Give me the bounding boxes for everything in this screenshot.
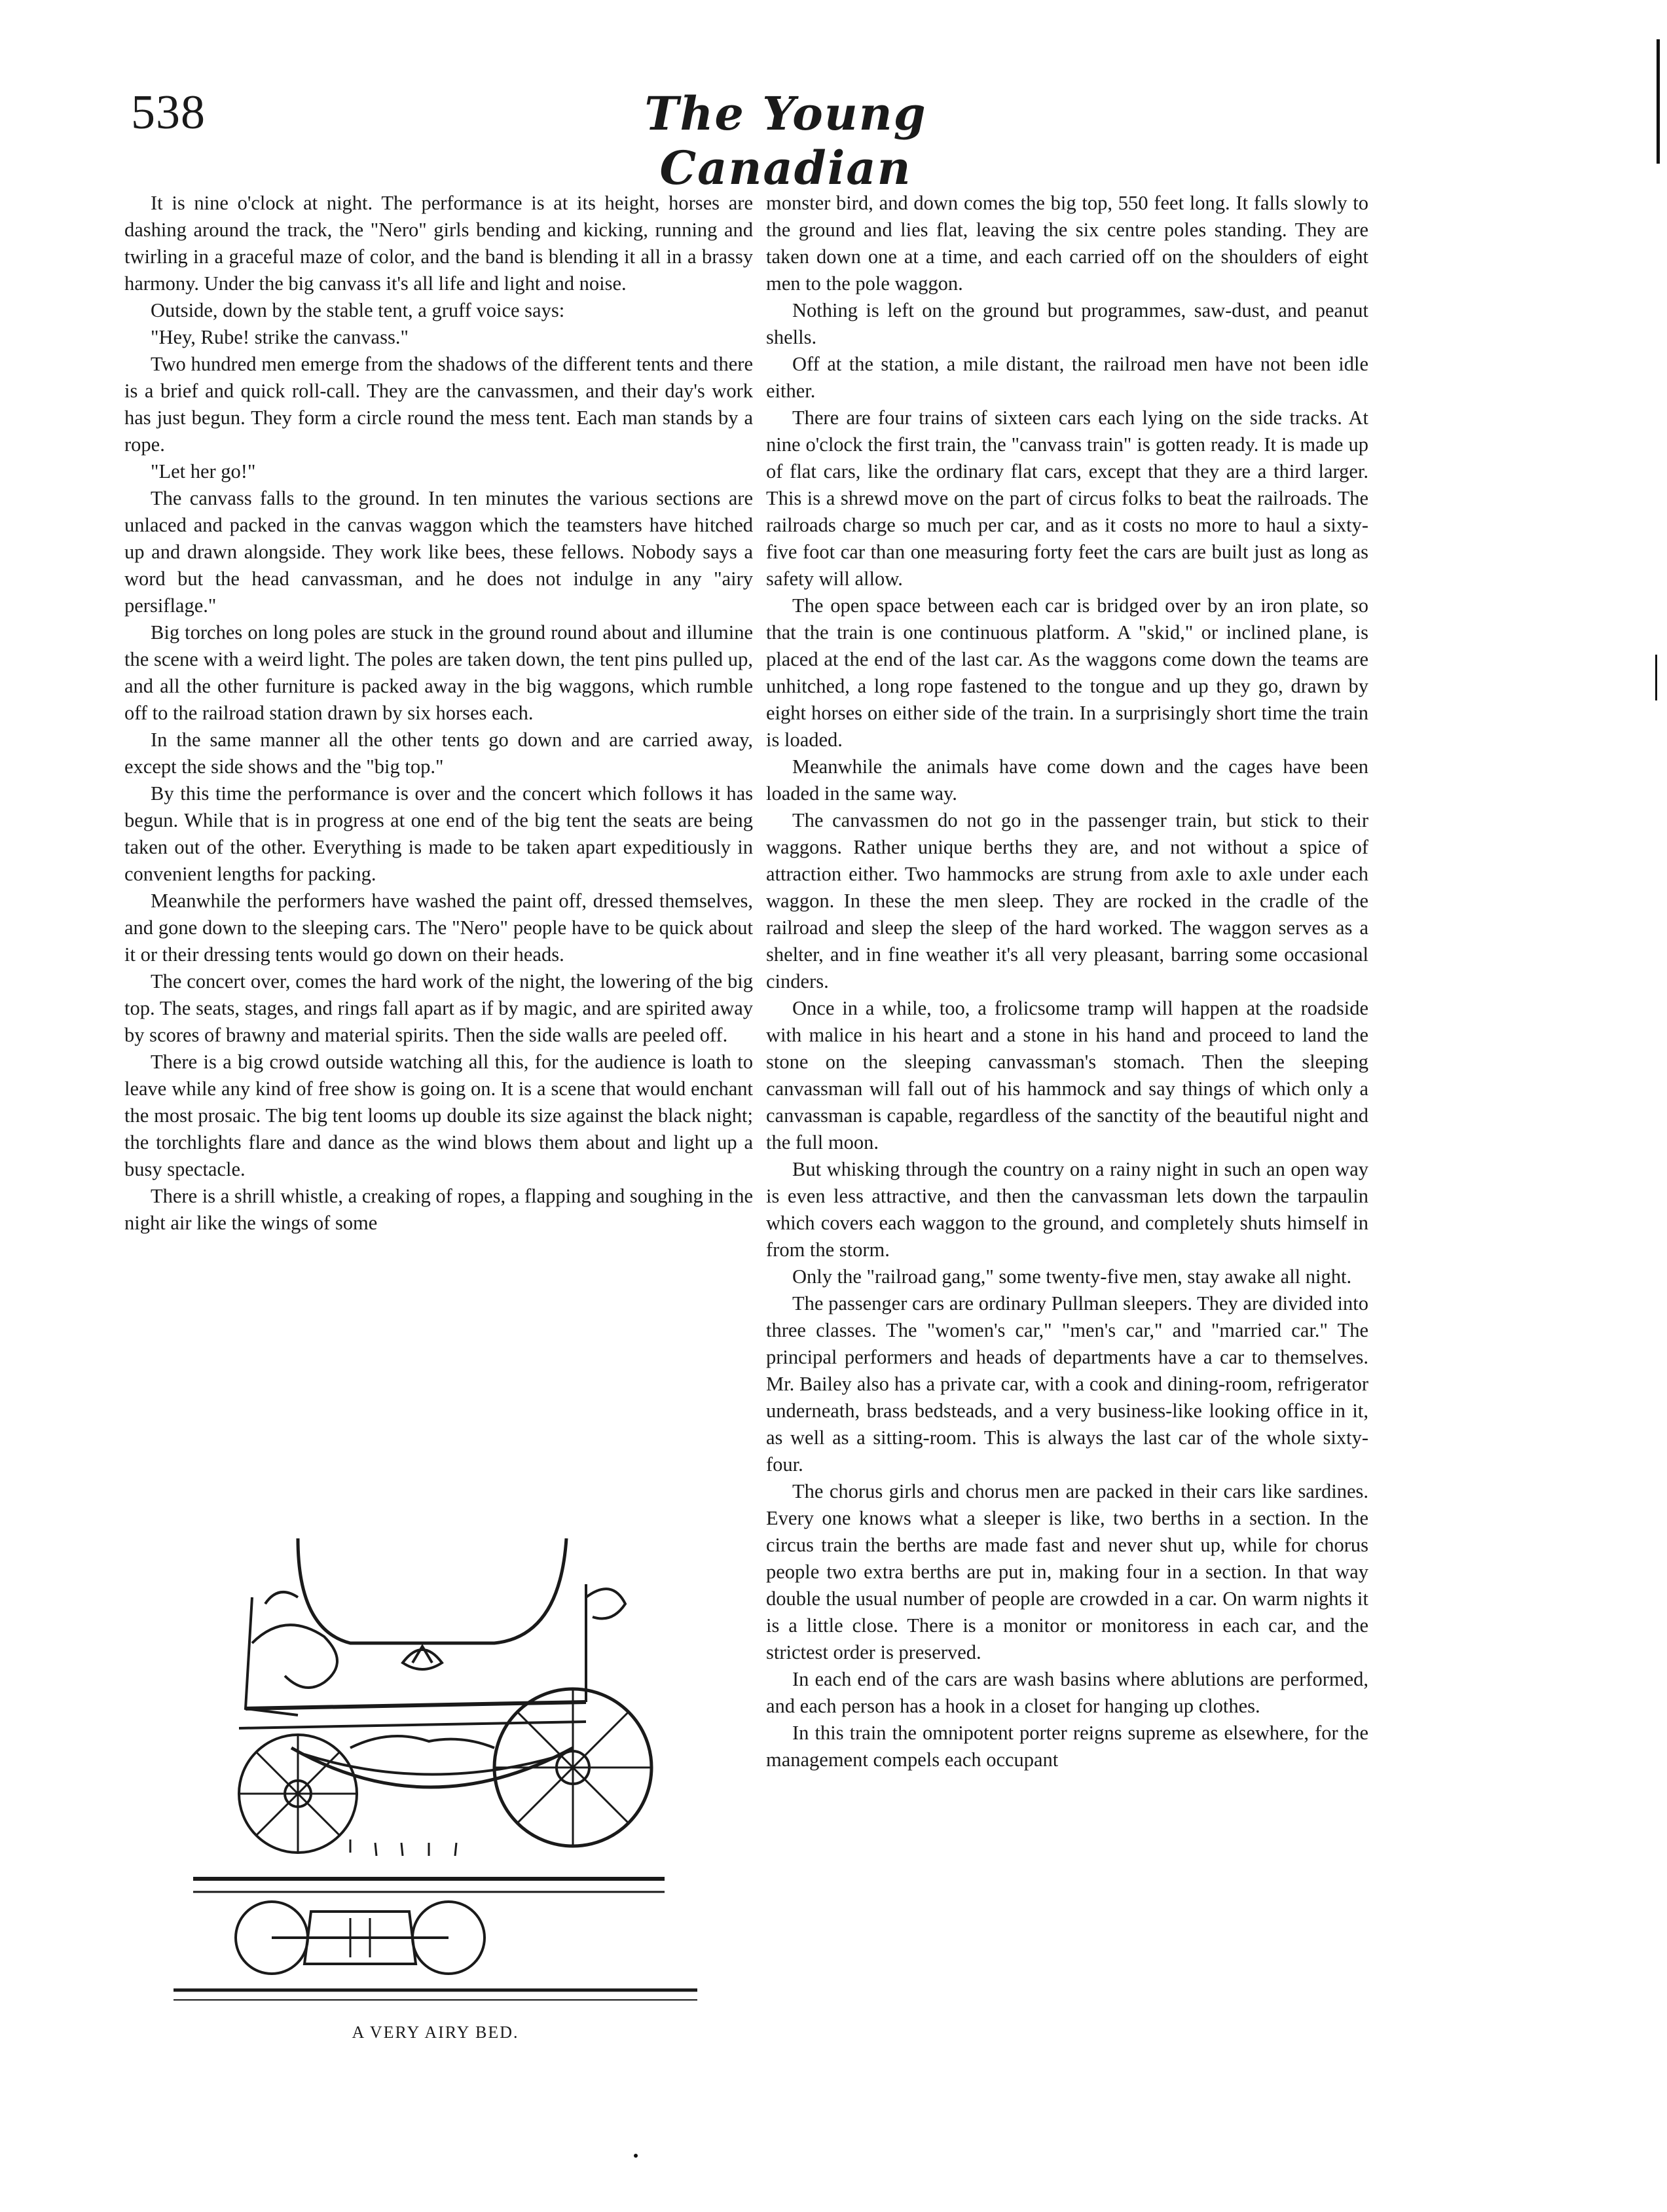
paragraph: Nothing is left on the ground but programmes, saw-dust, and peanut shells. (766, 299, 1368, 348)
paragraph: By this time the performance is over and the concert which follows it has begun. While that is in progress at one end of the big tent the seats are being taken out of the other. Everything is made to be taken apart expeditiously in convenient lengths for packing. (124, 782, 753, 885)
paragraph: It is nine o'clock at night. The performance is at its height, horses are dashing around the track, the "Nero" girls bending and kicking, running and twirling in a graceful maze of color, and the band is blending it all in a brassy harmony. Under the big canvass it's all life and light and noise. (124, 192, 753, 295)
paragraph: Once in a while, too, a frolicsome tramp will happen at the roadside with malice in his heart and a stone in his hand and proceed to land the stone on the sleeping canvassman's stomach. Then the sleeping canvassman will fall out of his hammock and say things of which only a canvassman is capable, regardless of the sanctity of the beautiful night and the full moon. (766, 997, 1368, 1153)
paragraph: In the same manner all the other tents go down and are carried away, except the side shows and the "big top." (124, 729, 753, 778)
paragraph: In each end of the cars are wash basins where ablutions are performed, and each person has a hook in a closet for hanging up clothes. (766, 1668, 1368, 1717)
illustration-caption: A VERY AIRY BED. (352, 2023, 519, 2042)
right-column (766, 190, 1368, 1773)
left-column (124, 190, 753, 1237)
scan-edge-mark (1657, 39, 1660, 164)
paragraph: Two hundred men emerge from the shadows of the different tents and there is a brief and quick roll-call. They are the canvassmen, and their day's work has just begun. They form a circle round the mess tent. Each man stands by a rope. (124, 353, 753, 456)
paragraph: The canvassmen do not go in the passenger train, but stick to their waggons. Rather unique berths they are, and not without a spice of attraction either. Two hammocks are strung from axle to axle under each waggon. In these the men sleep. They are rocked in the cradle of the railroad and sleep the sleep of the hard worked. The waggon serves as a shelter, and in fine weather it's all very pleasant, barring some occasional cinders. (766, 809, 1368, 992)
paragraph: In this train the omnipotent porter reigns supreme as elsewhere, for the management compels each occupant (766, 1722, 1368, 1771)
paragraph: "Let her go!" (151, 460, 256, 482)
paragraph: The canvass falls to the ground. In ten minutes the various sections are unlaced and packed in the canvas waggon which the teamsters have hitched up and drawn alongside. They work like bees, these fellows. Nobody says a word but the head canvassman, and he does not indulge in any "airy persiflage." (124, 487, 753, 617)
paragraph: The concert over, comes the hard work of the night, the lowering of the big top. The seats, stages, and rings fall apart as if by magic, and are spirited away by scores of brawny and material spirits. Then the side walls are peeled off. (124, 970, 753, 1046)
paragraph: The chorus girls and chorus men are packed in their cars like sardines. Every one knows what a sleeper is like, two berths in a section. In the circus train the berths are made fast and never shut up, while for chorus people two extra berths are put in, making four in a section. In that way double the usual number of people are crowded in a car. On warm nights it is a little close. There is a monitor or monitoress in each car, and the strictest order is preserved. (766, 1480, 1368, 1663)
paragraph: Big torches on long poles are stuck in the ground round about and illumine the scene with a weird light. The poles are taken down, the tent pins pulled up, and all the other furniture is packed away in the big waggons, which rumble off to the railroad station drawn by six horses each. (124, 621, 753, 724)
paragraph: Only the "railroad gang," some twenty-five men, stay awake all night. (792, 1265, 1352, 1288)
paragraph: monster bird, and down comes the big top, 550 feet long. It falls slowly to the ground and lies flat, leaving the six centre poles standing. They are taken down one at a time, and each carried off on the shoulders of eight men to the pole waggon. (766, 192, 1368, 295)
paragraph: The open space between each car is bridged over by an iron plate, so that the train is one continuous platform. A "skid," or inclined plane, is placed at the end of the last car. As the waggons come down the teams are unhitched, a long rope fastened to the tongue and up they go, drawn by eight horses on either side of the train. In a surprisingly short time the train is loaded. (766, 594, 1368, 751)
paragraph: Meanwhile the animals have come down and the cages have been loaded in the same way. (766, 755, 1368, 805)
paragraph: Meanwhile the performers have washed the paint off, dressed themselves, and gone down to the sleeping cars. The "Nero" people have to be quick about it or their dressing tents would go down on their heads. (124, 890, 753, 966)
paragraph: There is a big crowd outside watching all this, for the audience is loath to leave while any kind of free show is going on. It is a scene that would enchant the most prosaic. The big tent looms up double its size against the black night; the torchlights flare and dance as the wind blows them about and light up a busy spectacle. (124, 1051, 753, 1180)
paragraph: The passenger cars are ordinary Pullman sleepers. They are divided into three classes. The "women's car," "men's car," and "married car." The principal performers and heads of departments have a car to themselves. Mr. Bailey also has a private car, with a cook and dining-room, refrigerator underneath, brass bedsteads, and a very business-like looking office in it, as well as a sitting-room. This is always the last car of the whole sixty-four. (766, 1292, 1368, 1476)
paragraph: But whisking through the country on a rainy night in such an open way is even less attractive, and then the canvassman lets down the tarpaulin which covers each waggon to the ground, and completely shuts himself in from the storm. (766, 1158, 1368, 1261)
paragraph: There is a shrill whistle, a creaking of ropes, a flapping and soughing in the night air like the wings of some (124, 1185, 753, 1234)
scan-edge-mark (1655, 655, 1657, 700)
paragraph: "Hey, Rube! strike the canvass." (151, 326, 409, 348)
page-number: 538 (131, 86, 206, 139)
waggon-hammock-illustration (154, 1512, 717, 2023)
paragraph: Off at the station, a mile distant, the railroad men have not been idle either. (766, 353, 1368, 402)
paragraph: Outside, down by the stable tent, a gruff voice says: (151, 299, 565, 321)
paragraph: There are four trains of sixteen cars each lying on the side tracks. At nine o'clock the first train, the "canvass train" is gotten ready. It is made up of flat cars, like the ordinary flat cars, except that they are a third larger. This is a shrewd move on the part of circus folks to beat the railroads. The railroads charge so much per car, and as it costs no more to haul a sixty-five foot car than one measuring forty feet the cars are built just as long as safety will allow. (766, 407, 1368, 590)
scan-speck (634, 2154, 638, 2158)
masthead-title: The Young Canadian (644, 86, 927, 195)
